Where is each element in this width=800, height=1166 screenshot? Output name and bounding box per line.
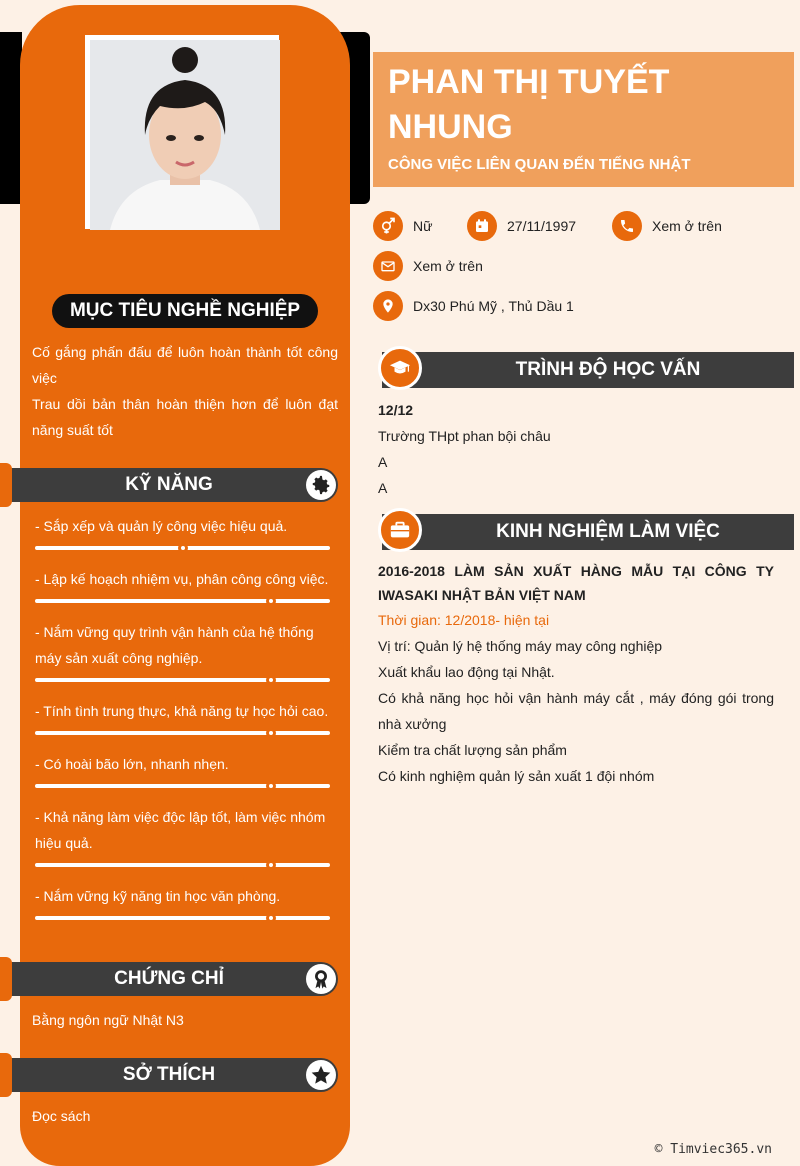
skill-knob (266, 860, 276, 870)
avatar-illustration (90, 40, 280, 230)
skill-bar (35, 916, 330, 920)
location-pin-icon (373, 291, 403, 321)
skill-knob (178, 543, 188, 553)
certificates-header (0, 962, 338, 996)
birthday-value: 27/11/1997 (507, 218, 577, 234)
skill-bar (35, 678, 330, 682)
gender-icon (373, 211, 403, 241)
experience-line: Xuất khẩu lao động tại Nhật. (378, 664, 555, 680)
email-info (373, 251, 483, 281)
candidate-name: PHAN THỊ TUYẾT NHUNG (388, 63, 670, 146)
education-title: TRÌNH ĐỘ HỌC VẤN (515, 359, 701, 380)
experience-line: Kiểm tra chất lượng sản phẩm (378, 742, 567, 758)
gender-info (373, 211, 432, 241)
footer-watermark: © Timviec365.vn (654, 1142, 772, 1157)
objective-text (32, 339, 338, 443)
experience-line: Vị trí: Quản lý hệ thống máy may công nghiệp (378, 638, 663, 654)
certificate-item: Bằng ngôn ngữ Nhật N3 (32, 1012, 184, 1028)
address-info (373, 291, 574, 321)
skill-label: - Sắp xếp và quản lý công việc hiệu quả. (35, 518, 288, 534)
experience-line: Có kinh nghiệm quản lý sản xuất 1 đội nhóm (378, 768, 655, 784)
experience-time: Thời gian: 12/2018- hiện tại (378, 612, 550, 628)
address-value: Dx30 Phú Mỹ , Thủ Dầu 1 (413, 298, 574, 314)
graduation-cap-icon (378, 346, 422, 390)
avatar (90, 40, 280, 230)
skill-bar (35, 546, 330, 550)
decor-strip-left (0, 32, 22, 204)
star-icon (306, 1060, 336, 1090)
experience-line: Có khả năng học hỏi vận hành máy cắt , máy đóng gói trong nhà xưởng (378, 690, 774, 732)
briefcase-icon (378, 508, 422, 552)
objective-line: Cố gắng phấn đấu để luôn hoàn thành tốt công việc (32, 344, 338, 386)
skill-label: - Khả năng làm việc độc lập tốt, làm việc nhóm hiệu quả. (35, 809, 326, 851)
header-box (373, 52, 794, 187)
gear-icon (306, 470, 336, 500)
hobbies-header (0, 1058, 338, 1092)
job-title: CÔNG VIỆC LIÊN QUAN ĐẾN TIẾNG NHẬT (388, 156, 691, 173)
skill-bar (35, 731, 330, 735)
skill-knob (266, 728, 276, 738)
hobbies-title: SỞ THÍCH (122, 1064, 216, 1085)
education-header (382, 352, 794, 388)
skill-knob (266, 913, 276, 923)
phone-value: Xem ở trên (652, 218, 722, 234)
certificates-title: CHỨNG CHỈ (114, 968, 224, 989)
skill-label: - Nắm vững kỹ năng tin học văn phòng. (35, 888, 281, 904)
avatar-frame (85, 35, 279, 229)
experience-heading: 2016-2018 LÀM SẢN XUẤT HÀNG MẪU TẠI CÔNG TY IWASAKI NHẬT BẢN VIỆT NAM (378, 563, 774, 603)
skill-knob (266, 781, 276, 791)
gender-value: Nữ (413, 218, 433, 234)
education-line: Trường THpt phan bội châu (378, 428, 551, 444)
skill-label: - Lập kế hoạch nhiệm vụ, phân công công việc. (35, 571, 329, 587)
calendar-icon (467, 211, 497, 241)
skills-title: KỸ NĂNG (125, 474, 213, 495)
education-period: 12/12 (378, 402, 414, 418)
phone-info (612, 211, 722, 241)
experience-title: KINH NGHIỆM LÀM VIỆC (496, 521, 720, 542)
phone-icon (612, 211, 642, 241)
skill-knob (266, 675, 276, 685)
award-icon (306, 964, 336, 994)
objective-line: Trau dồi bản thân hoàn thiện hơn để luôn đạt năng suất tốt (32, 396, 338, 438)
experience-header (382, 514, 794, 550)
birthday-info (467, 211, 576, 241)
skill-label: - Tính tình trung thực, khả năng tự học hỏi cao. (35, 703, 329, 719)
email-value: Xem ở trên (413, 258, 483, 274)
skill-bar (35, 599, 330, 603)
skill-bar (35, 863, 330, 867)
education-content (378, 397, 774, 501)
mail-icon (373, 251, 403, 281)
objective-title: MỤC TIÊU NGHỀ NGHIỆP (52, 294, 318, 328)
sidebar (20, 5, 350, 1166)
skill-knob (266, 596, 276, 606)
skills-header (0, 468, 338, 502)
education-line: A (378, 454, 388, 470)
experience-content (378, 559, 774, 789)
skill-label: - Nắm vững quy trình vận hành của hệ thống máy sản xuất công nghiệp. (35, 624, 314, 666)
skill-label: - Có hoài bão lớn, nhanh nhẹn. (35, 756, 229, 772)
hobby-item: Đọc sách (32, 1108, 91, 1124)
skill-bar (35, 784, 330, 788)
education-line: A (378, 480, 388, 496)
